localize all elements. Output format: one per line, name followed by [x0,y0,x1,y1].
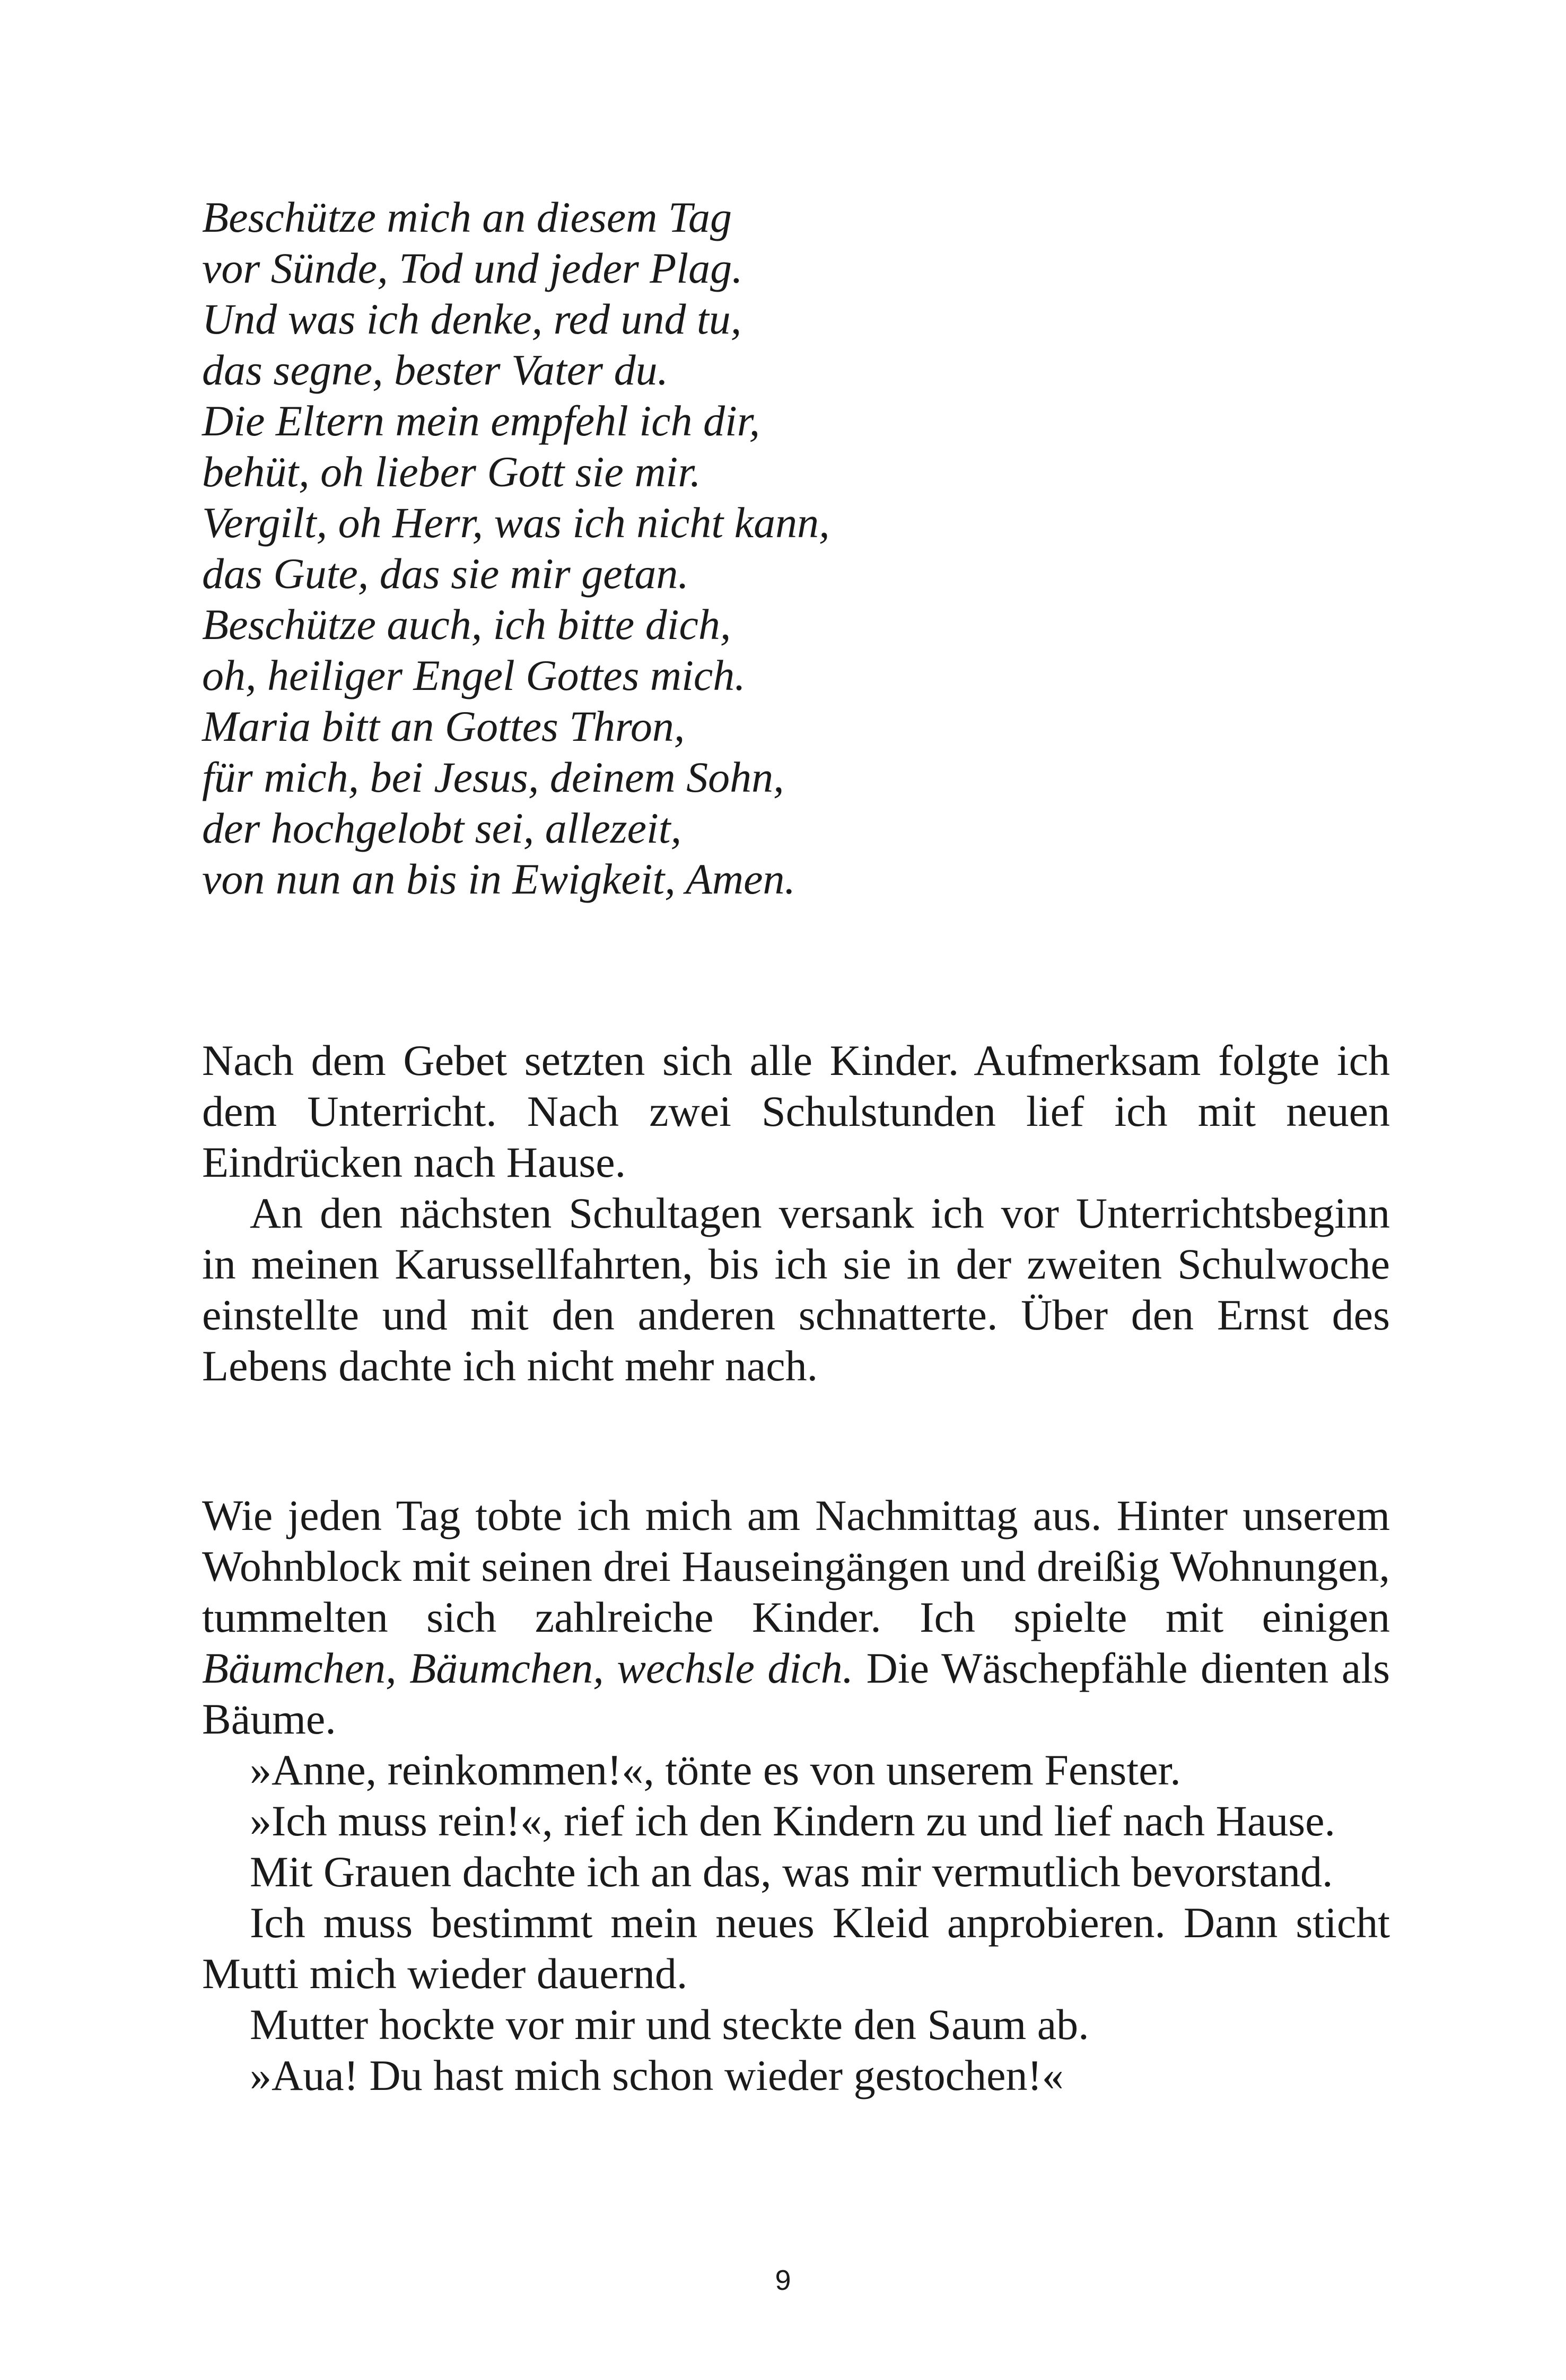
paragraph-dialogue: »Ich muss rein!«, rief ich den Kindern zu und lief nach Hause. [250,1797,1336,1845]
poem-line: Maria bitt an Gottes Thron, [202,702,685,750]
paragraph-dialogue: »Anne, reinkommen!«, tönte es von unserem Fenster. [250,1746,1181,1794]
paragraph: Mit Grauen dachte ich an das, was mir vermutlich bevorstand. [250,1848,1333,1896]
paragraph: An den nächsten Schultagen versank ich vor Unterrichtsbeginn in meinen Karussellfahrten, bis ich sie in der zweiten Schulwoche einstellte und mit den anderen schnatterte. Über den Ernst des Lebens dachte ich nicht mehr nach. [202,1189,1390,1390]
paragraph: Nach dem Gebet setzten sich alle Kinder. Aufmerksam folgte ich dem Unterricht. Nach zwei Schulstunden lief ich mit neuen Eindrücken nach Hause. [202,1036,1390,1186]
poem-line: das segne, bester Vater du. [202,346,669,394]
paragraph-text: Die Wäschepfähle dienten als Bäume. [202,1644,1390,1743]
poem-line: Beschütze auch, ich bitte dich, [202,600,731,649]
poem-line: Vergilt, oh Herr, was ich nicht kann, [202,498,830,547]
prose-section-1 [202,1035,1390,1392]
paragraph-text: Wie jeden Tag tobte ich mich am Nachmittag aus. Hinter unserem Wohnblock mit seinen drei Hauseingängen und dreißig Wohnungen, tummelten sich zahlreiche Kinder. Ich spielte mit einigen [202,1491,1390,1641]
poem-line: für mich, bei Jesus, deinem Sohn, [202,753,784,801]
poem-line: Beschütze mich an diesem Tag [202,193,732,241]
poem-line: behüt, oh lieber Gott sie mir. [202,448,701,496]
poem-line: von nun an bis in Ewigkeit, Amen. [202,855,796,903]
poem-line: oh, heiliger Engel Gottes mich. [202,651,746,699]
paragraph: Mutter hockte vor mir und steckte den Saum ab. [250,2000,1089,2049]
prayer-poem [202,192,1390,905]
prose-section-2 [202,1490,1390,2101]
paragraph-with-game-title [202,1490,1390,1745]
poem-line: der hochgelobt sei, allezeit, [202,804,682,852]
game-title: Bäumchen, Bäumchen, wechsle dich. [202,1644,854,1692]
poem-line: vor Sünde, Tod und jeder Plag. [202,244,743,292]
paragraph-thought: Ich muss bestimmt mein neues Kleid anprobieren. Dann sticht Mutti mich wieder dauernd. [202,1898,1390,1998]
poem-line: Die Eltern mein empfehl ich dir, [202,397,760,445]
poem-line: Und was ich denke, red und tu, [202,295,742,343]
poem-line: das Gute, das sie mir getan. [202,549,689,598]
paragraph-dialogue: »Aua! Du hast mich schon wieder gestochen!« [250,2051,1064,2099]
page-number: 9 [775,2264,791,2296]
